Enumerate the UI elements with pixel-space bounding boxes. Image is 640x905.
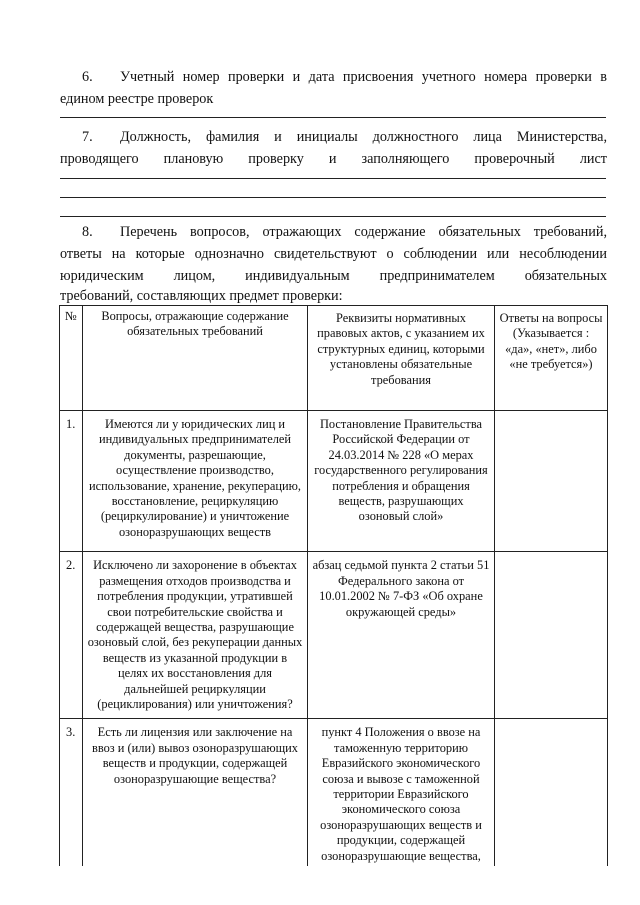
header-answers: Ответы на вопросы (Указывается : «да», «нет», либо «не требуется») xyxy=(495,306,608,411)
header-questions: Вопросы, отражающие содержание обязательных требований xyxy=(83,306,308,411)
item-6-number: 6. xyxy=(82,69,93,85)
row-2-requisite: абзац седьмой пункта 2 статьи 51 Федерального закона от 10.01.2002 № 7-ФЗ «Об охране окружающей среды» xyxy=(308,552,495,719)
table-row xyxy=(60,719,608,866)
row-2-question: Исключено ли захоронение в объектах размещения отходов производства и потребления продукции, утратившей свои потребительские свойства и содержащей вещества, разрушающие озоновый слой, без рекуперации данных веществ из указанной продукции в целях их восстановления для дальнейшей рециркуляции (рециклирования) или уничтожения? xyxy=(83,552,308,719)
item-8-number: 8. xyxy=(82,224,93,240)
fill-line-7b[interactable] xyxy=(60,197,606,198)
item-8-line-3: юридическим лицом, индивидуальным предпринимателем обязательных xyxy=(60,268,607,284)
fill-line-6[interactable] xyxy=(60,117,606,118)
header-requisites: Реквизиты нормативных правовых актов, с указанием их структурных единиц, которыми установлены обязательные требования xyxy=(308,306,495,411)
row-2-answer-cell[interactable] xyxy=(495,552,608,719)
row-1-question: Имеются ли у юридических лиц и индивидуальных предпринимателей документы, разрешающие, осуществление производство, использование, хранение, рекуперацию, восстановление, рециркуляцию (рециркулирование) и уничтожение озоноразрушающих веществ xyxy=(83,411,308,552)
item-6-paragraph xyxy=(60,66,607,110)
item-7-number: 7. xyxy=(82,129,93,145)
table-row xyxy=(60,411,608,552)
header-num: № xyxy=(60,306,83,411)
row-1-requisite: Постановление Правительства Российской Федерации от 24.03.2014 № 228 «О мерах государственного регулирования потребления и обращения веществ, разрушающих озоновый слой» xyxy=(308,411,495,552)
row-1-num: 1. xyxy=(60,411,83,552)
fill-line-7c[interactable] xyxy=(60,216,606,217)
row-3-num: 3. xyxy=(60,719,83,866)
item-8-line-4: требований, составляющих предмет проверки: xyxy=(60,288,343,304)
fill-line-7a[interactable] xyxy=(60,178,606,179)
row-3-question: Есть ли лицензия или заключение на ввоз и (или) вывоз озоноразрушающих веществ и продукции, содержащей озоноразрушающие вещества? xyxy=(83,719,308,866)
item-6-text: Учетный номер проверки и дата присвоения учетного номера проверки в едином реестре проверок xyxy=(60,69,607,107)
row-1-answer-cell[interactable] xyxy=(495,411,608,552)
item-7-text-line-1: Должность, фамилия и инициалы должностного лица Министерства, xyxy=(120,129,607,145)
item-7-line-1 xyxy=(60,126,607,148)
row-2-num: 2. xyxy=(60,552,83,719)
table-header-row xyxy=(60,306,608,411)
table-row xyxy=(60,552,608,719)
requirements-table xyxy=(59,305,608,866)
item-7-line-2: проводящего плановую проверку и заполняющего проверочный лист xyxy=(60,151,607,167)
item-8-text-line-1: Перечень вопросов, отражающих содержание обязательных требований, xyxy=(120,224,607,240)
item-8-line-2: ответы на которые однозначно свидетельствуют о соблюдении или несоблюдении xyxy=(60,246,607,262)
row-3-answer-cell[interactable] xyxy=(495,719,608,866)
row-3-requisite: пункт 4 Положения о ввозе на таможенную территорию Евразийского экономического союза и вывозе с таможенной территории Евразийского экономического союза озоноразрушающих веществ и продукции, содержащей озоноразрушающие вещества, xyxy=(308,719,495,866)
item-8-line-1 xyxy=(60,221,607,243)
